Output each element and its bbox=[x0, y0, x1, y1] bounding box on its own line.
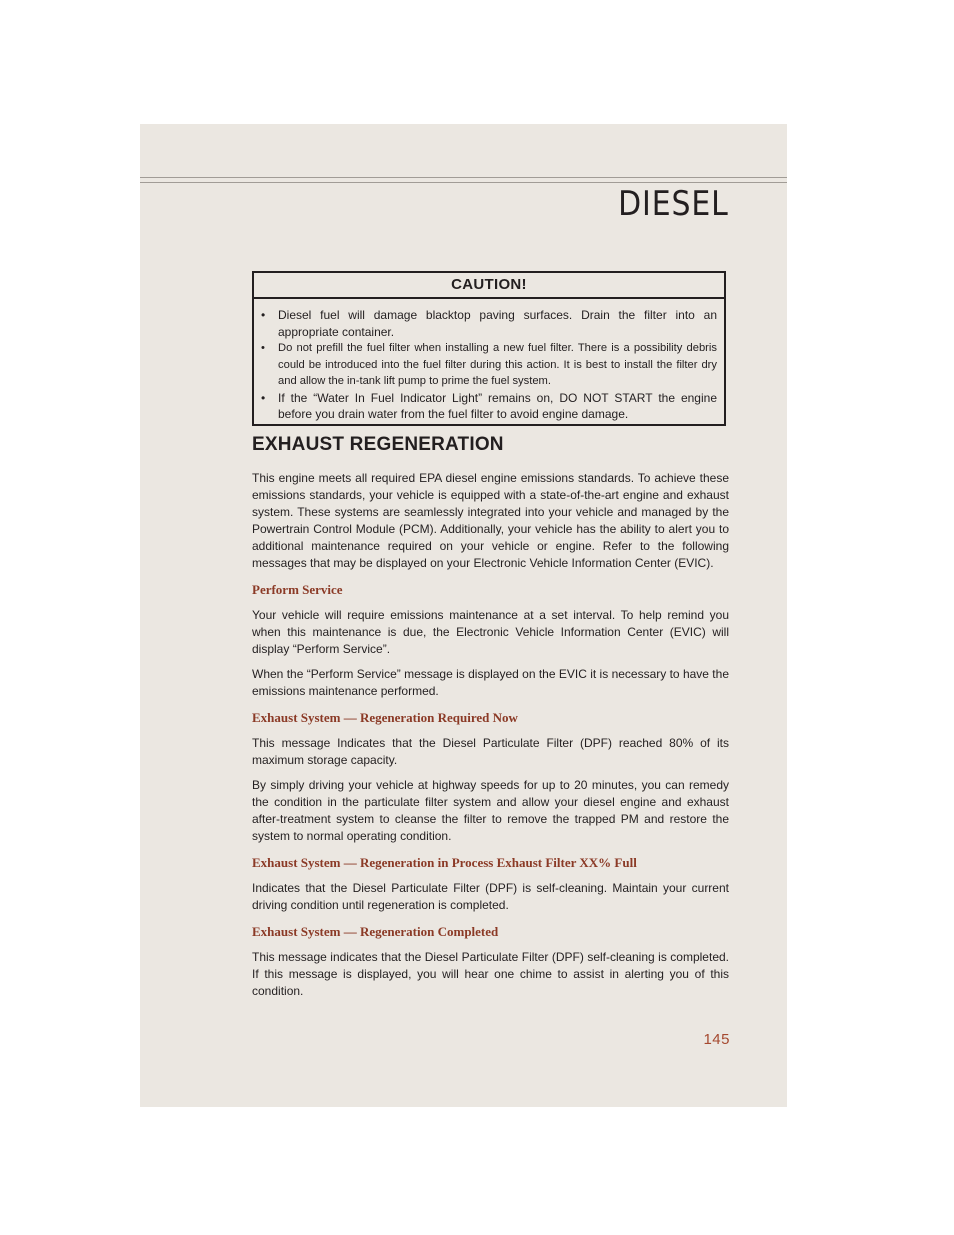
section-heading: EXHAUST REGENERATION bbox=[252, 434, 504, 455]
paragraph: This message Indicates that the Diesel Particulate Filter (DPF) reached 80% of its maximum storage capacity. bbox=[252, 736, 729, 767]
subheading-regeneration-in-process: Exhaust System — Regeneration in Process Exhaust Filter XX% Full bbox=[252, 855, 637, 870]
caution-list bbox=[254, 299, 724, 423]
manual-page bbox=[140, 124, 787, 1107]
caution-box bbox=[252, 271, 726, 426]
intro-paragraph: This engine meets all required EPA diesel engine emissions standards. To achieve these emissions standards, your vehicle is equipped with a state-of-the-art engine and exhaust system. These systems are seamlessly integrated into your vehicle and managed by the Powertrain Control Module (PCM). Additionally, your vehicle has the ability to alert you to additional maintenance required on your vehicle or engine. Refer to the following messages that may be displayed on your Electronic Vehicle Information Center (EVIC). bbox=[252, 471, 729, 570]
page-number: 145 bbox=[703, 1031, 730, 1048]
caution-title: CAUTION! bbox=[254, 273, 724, 299]
header-rule-bottom bbox=[140, 182, 787, 183]
paragraph: When the “Perform Service” message is displayed on the EVIC it is necessary to have the emissions maintenance performed. bbox=[252, 667, 729, 698]
header-rule-top bbox=[140, 177, 787, 178]
section-title: DIESEL bbox=[618, 184, 729, 224]
main-content bbox=[252, 434, 729, 1008]
caution-item: • Do not prefill the fuel filter when installing a new fuel filter. There is a possibility debris could be introduced into the fuel filter during this action. It is best to install the filter dry and allow the in-tank lift pump to prime the fuel system. bbox=[278, 340, 717, 390]
subheading-regeneration-completed: Exhaust System — Regeneration Completed bbox=[252, 924, 499, 939]
caution-item: • Diesel fuel will damage blacktop paving surfaces. Drain the filter into an appropriate container. bbox=[278, 307, 717, 340]
caution-item: • If the “Water In Fuel Indicator Light” remains on, DO NOT START the engine before you drain water from the fuel filter to avoid engine damage. bbox=[278, 390, 717, 423]
paragraph: Indicates that the Diesel Particulate Filter (DPF) is self-cleaning. Maintain your current driving condition until regeneration is completed. bbox=[252, 881, 729, 912]
paragraph: Your vehicle will require emissions maintenance at a set interval. To help remind you when this maintenance is due, the Electronic Vehicle Information Center (EVIC) will display “Perform Service”. bbox=[252, 608, 729, 656]
paragraph: This message indicates that the Diesel Particulate Filter (DPF) self-cleaning is completed. If this message is displayed, you will hear one chime to assist in alerting you of this condition. bbox=[252, 950, 729, 998]
subheading-perform-service: Perform Service bbox=[252, 582, 343, 597]
paragraph: By simply driving your vehicle at highway speeds for up to 20 minutes, you can remedy the condition in the particulate filter system and allow your diesel engine and exhaust after-treatment system to cleanse the filter to remove the trapped PM and restore the system to normal operating condition. bbox=[252, 778, 729, 843]
subheading-regeneration-required: Exhaust System — Regeneration Required Now bbox=[252, 710, 518, 725]
